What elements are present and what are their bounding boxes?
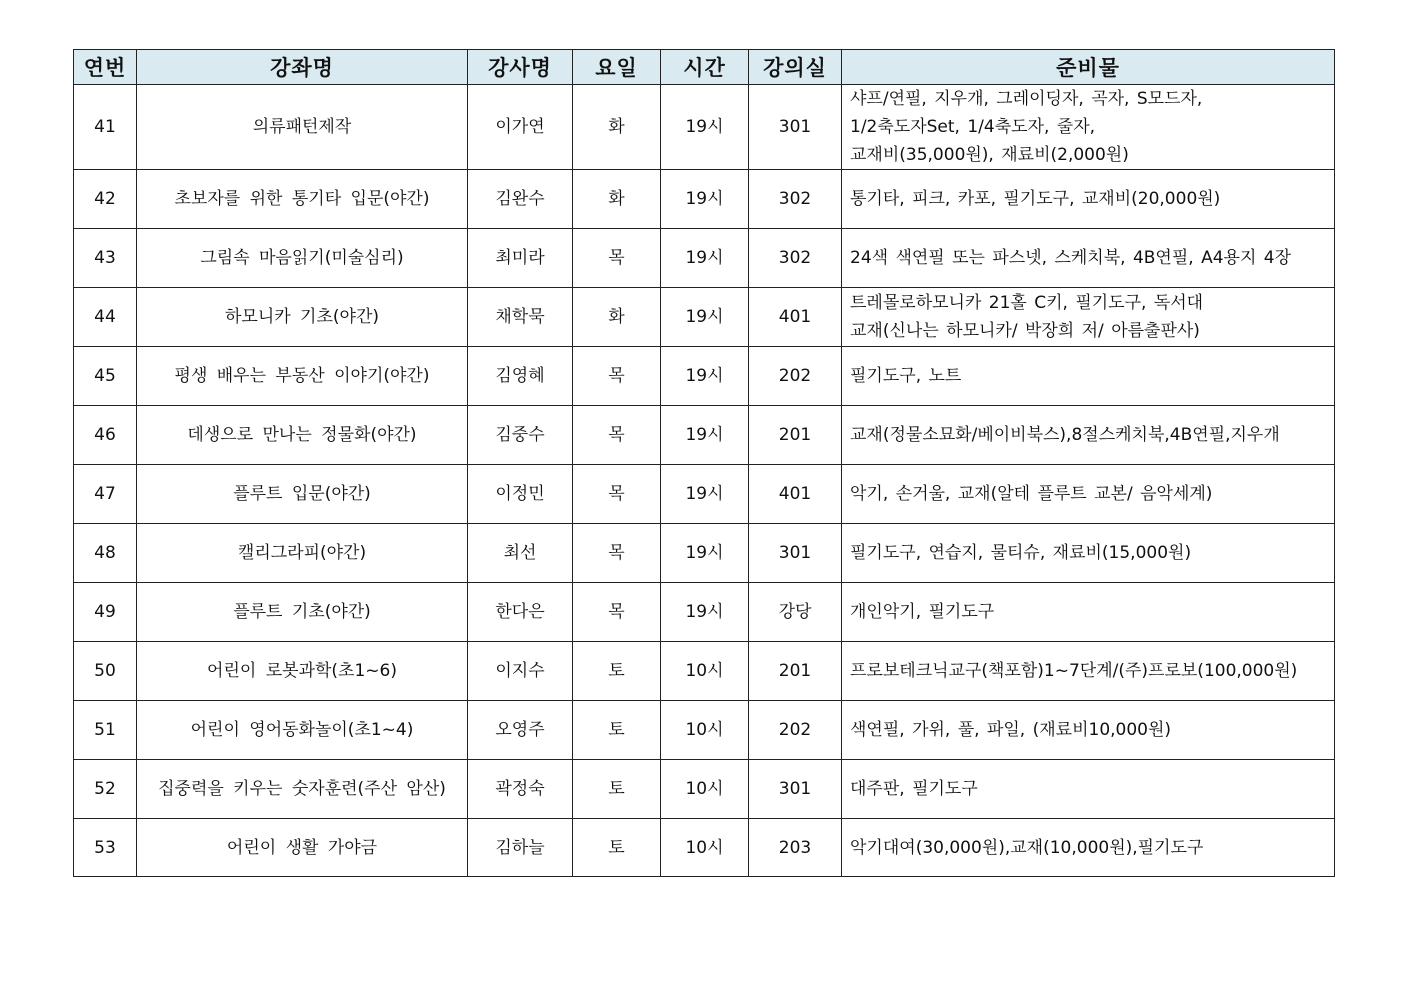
header-time: 시간 — [661, 50, 749, 85]
cell-no: 48 — [74, 524, 137, 583]
cell-materials: 트레몰로하모니카 21홀 C키, 필기도구, 독서대 교재(신나는 하모니카/ 박장희 저/ 아름출판사) — [842, 288, 1335, 347]
header-day: 요일 — [573, 50, 661, 85]
cell-day: 토 — [573, 819, 661, 877]
cell-no: 51 — [74, 701, 137, 760]
cell-day: 토 — [573, 642, 661, 701]
cell-room: 301 — [749, 760, 842, 819]
cell-materials: 24색 색연필 또는 파스넷, 스케치북, 4B연필, A4용지 4장 — [842, 229, 1335, 288]
cell-day: 화 — [573, 170, 661, 229]
cell-instructor: 김하늘 — [468, 819, 573, 877]
cell-materials: 통기타, 피크, 카포, 필기도구, 교재비(20,000원) — [842, 170, 1335, 229]
table-row — [74, 583, 1335, 642]
cell-title: 플루트 입문(야간) — [137, 465, 468, 524]
cell-time: 19시 — [661, 465, 749, 524]
table-row — [74, 701, 1335, 760]
cell-instructor: 김영혜 — [468, 347, 573, 406]
cell-room: 203 — [749, 819, 842, 877]
cell-day: 토 — [573, 760, 661, 819]
cell-time: 19시 — [661, 288, 749, 347]
cell-materials: 악기, 손거울, 교재(알테 플루트 교본/ 음악세계) — [842, 465, 1335, 524]
cell-no: 42 — [74, 170, 137, 229]
cell-instructor: 이가연 — [468, 85, 573, 170]
cell-materials: 대주판, 필기도구 — [842, 760, 1335, 819]
cell-title: 하모니카 기초(야간) — [137, 288, 468, 347]
cell-title: 평생 배우는 부동산 이야기(야간) — [137, 347, 468, 406]
cell-no: 43 — [74, 229, 137, 288]
table-row — [74, 406, 1335, 465]
cell-materials: 필기도구, 노트 — [842, 347, 1335, 406]
cell-room: 강당 — [749, 583, 842, 642]
cell-materials: 프로보테크닉교구(책포함)1~7단계/(주)프로보(100,000원) — [842, 642, 1335, 701]
cell-day: 목 — [573, 229, 661, 288]
cell-time: 19시 — [661, 229, 749, 288]
cell-title: 어린이 영어동화놀이(초1~4) — [137, 701, 468, 760]
cell-day: 목 — [573, 406, 661, 465]
cell-day: 토 — [573, 701, 661, 760]
cell-materials: 교재(정물소묘화/베이비북스),8절스케치북,4B연필,지우개 — [842, 406, 1335, 465]
cell-instructor: 최미라 — [468, 229, 573, 288]
cell-materials: 샤프/연필, 지우개, 그레이딩자, 곡자, S모드자, 1/2축도자Set, 1/4축도자, 줄자, 교재비(35,000원), 재료비(2,000원) — [842, 85, 1335, 170]
cell-room: 302 — [749, 229, 842, 288]
table-row — [74, 465, 1335, 524]
table-row — [74, 347, 1335, 406]
cell-room: 401 — [749, 288, 842, 347]
cell-instructor: 김완수 — [468, 170, 573, 229]
cell-no: 50 — [74, 642, 137, 701]
cell-instructor: 이정민 — [468, 465, 573, 524]
cell-no: 53 — [74, 819, 137, 877]
cell-title: 캘리그라피(야간) — [137, 524, 468, 583]
cell-room: 401 — [749, 465, 842, 524]
cell-title: 그림속 마음읽기(미술심리) — [137, 229, 468, 288]
cell-day: 목 — [573, 524, 661, 583]
cell-materials: 색연필, 가위, 풀, 파일, (재료비10,000원) — [842, 701, 1335, 760]
cell-room: 201 — [749, 406, 842, 465]
cell-instructor: 채학묵 — [468, 288, 573, 347]
cell-room: 301 — [749, 524, 842, 583]
cell-room: 201 — [749, 642, 842, 701]
cell-day: 화 — [573, 85, 661, 170]
cell-title: 데생으로 만나는 정물화(야간) — [137, 406, 468, 465]
cell-no: 41 — [74, 85, 137, 170]
cell-no: 52 — [74, 760, 137, 819]
cell-time: 19시 — [661, 524, 749, 583]
cell-room: 302 — [749, 170, 842, 229]
cell-time: 10시 — [661, 701, 749, 760]
cell-time: 10시 — [661, 819, 749, 877]
header-title: 강좌명 — [137, 50, 468, 85]
table-row — [74, 760, 1335, 819]
table-row — [74, 524, 1335, 583]
cell-instructor: 오영주 — [468, 701, 573, 760]
header-row — [74, 50, 1335, 85]
cell-title: 어린이 생활 가야금 — [137, 819, 468, 877]
cell-no: 46 — [74, 406, 137, 465]
cell-title: 플루트 기초(야간) — [137, 583, 468, 642]
cell-day: 목 — [573, 583, 661, 642]
cell-instructor: 김중수 — [468, 406, 573, 465]
course-table — [73, 49, 1335, 877]
cell-no: 49 — [74, 583, 137, 642]
cell-instructor: 최선 — [468, 524, 573, 583]
table-row — [74, 288, 1335, 347]
cell-no: 45 — [74, 347, 137, 406]
cell-time: 19시 — [661, 583, 749, 642]
header-materials: 준비물 — [842, 50, 1335, 85]
cell-title: 집중력을 키우는 숫자훈련(주산 암산) — [137, 760, 468, 819]
cell-no: 47 — [74, 465, 137, 524]
header-room: 강의실 — [749, 50, 842, 85]
cell-time: 10시 — [661, 642, 749, 701]
cell-title: 의류패턴제작 — [137, 85, 468, 170]
cell-day: 화 — [573, 288, 661, 347]
header-no: 연번 — [74, 50, 137, 85]
cell-room: 202 — [749, 347, 842, 406]
cell-instructor: 이지수 — [468, 642, 573, 701]
cell-time: 10시 — [661, 760, 749, 819]
cell-title: 어린이 로봇과학(초1~6) — [137, 642, 468, 701]
header-instructor: 강사명 — [468, 50, 573, 85]
cell-title: 초보자를 위한 통기타 입문(야간) — [137, 170, 468, 229]
cell-day: 목 — [573, 465, 661, 524]
cell-time: 19시 — [661, 85, 749, 170]
table-row — [74, 642, 1335, 701]
cell-instructor: 한다은 — [468, 583, 573, 642]
cell-materials: 악기대여(30,000원),교재(10,000원),필기도구 — [842, 819, 1335, 877]
cell-room: 301 — [749, 85, 842, 170]
cell-no: 44 — [74, 288, 137, 347]
cell-instructor: 곽정숙 — [468, 760, 573, 819]
table-row — [74, 170, 1335, 229]
cell-time: 19시 — [661, 406, 749, 465]
cell-day: 목 — [573, 347, 661, 406]
cell-materials: 필기도구, 연습지, 물티슈, 재료비(15,000원) — [842, 524, 1335, 583]
table-row — [74, 85, 1335, 170]
cell-materials: 개인악기, 필기도구 — [842, 583, 1335, 642]
table-row — [74, 819, 1335, 877]
cell-time: 19시 — [661, 170, 749, 229]
cell-room: 202 — [749, 701, 842, 760]
table-row — [74, 229, 1335, 288]
cell-time: 19시 — [661, 347, 749, 406]
